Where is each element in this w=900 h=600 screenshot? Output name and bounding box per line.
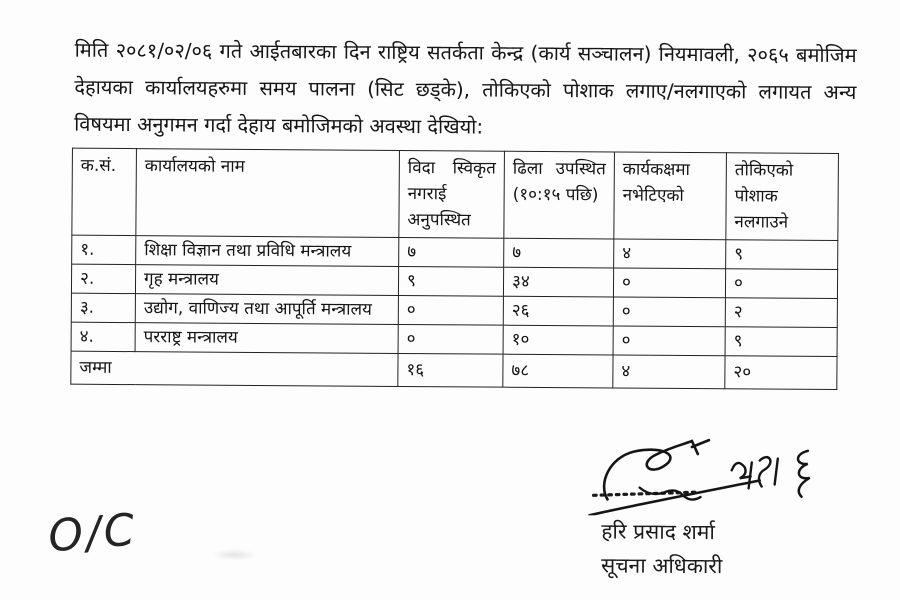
- cell-no-prescribed-dress: ९: [725, 327, 837, 357]
- total-label: जम्मा: [71, 351, 398, 386]
- cell-not-found-in-office: ४: [614, 239, 726, 269]
- header-serial-number: क.सं.: [72, 148, 137, 235]
- cell-no-prescribed-dress: ९: [726, 240, 838, 270]
- header-office-name: कार्यालयको नाम: [136, 149, 400, 238]
- cell-absent-without-leave: ९: [398, 266, 503, 296]
- cell-late-present: ३४: [503, 267, 613, 297]
- header-not-found-in-office: कार्यकक्षमा नभेटिएको: [614, 152, 727, 240]
- cell-no-prescribed-dress: २: [725, 298, 837, 328]
- cell-serial-number: १.: [72, 235, 136, 264]
- signatory-name: हरि प्रसाद शर्मा: [601, 519, 715, 545]
- total-absent-without-leave: १६: [398, 353, 503, 387]
- cell-office-name: परराष्ट्र मन्त्रालय: [135, 323, 398, 354]
- cell-office-name: उद्योग, वाणिज्य तथा आपूर्ति मन्त्रालय: [135, 294, 398, 325]
- cell-office-name: शिक्षा विज्ञान तथा प्रविधि मन्त्रालय: [136, 236, 399, 267]
- signature-scribble: [581, 435, 832, 517]
- cell-serial-number: २.: [71, 264, 135, 293]
- signature-block: [581, 435, 832, 597]
- cell-serial-number: ३.: [71, 293, 135, 322]
- total-row: [71, 351, 837, 389]
- attendance-table: [70, 148, 839, 390]
- header-absent-without-leave: विदा स्विकृत नगराई अनुपस्थित: [399, 150, 505, 238]
- cell-late-present: २६: [503, 296, 613, 326]
- cell-late-present: १०: [503, 325, 613, 355]
- total-late-present: ७८: [503, 354, 613, 388]
- cell-serial-number: ४.: [71, 322, 135, 351]
- scan-smudge: [211, 549, 257, 561]
- total-no-prescribed-dress: २०: [725, 356, 837, 390]
- cell-not-found-in-office: ०: [613, 268, 725, 298]
- total-not-found-in-office: ४: [613, 355, 725, 389]
- cell-late-present: ७: [504, 238, 614, 268]
- intro-paragraph: मिति २०८१/०२/०६ गते आईतबारका दिन राष्ट्रिय सतर्कता केन्द्र (कार्य सञ्चालन) नियमावली, २०६५ बमोजिम देहायका कार्यालयहरुमा समय पालना (सिट छड्के), तोकिएको पोशाक लगाए/नलगाएको लगायत अन्य विषयमा अनुगमन गर्दा देहाय बमोजिमको अवस्था देखियो:: [74, 37, 857, 139]
- cell-no-prescribed-dress: ०: [725, 269, 837, 299]
- header-no-prescribed-dress: तोकिएको पोशाक नलगाउने: [726, 153, 839, 241]
- cell-office-name: गृह मन्त्रालय: [135, 265, 398, 296]
- signatory-title: सूचना अधिकारी: [600, 553, 723, 579]
- handwritten-note-oc: O/C: [46, 504, 140, 563]
- cell-not-found-in-office: ०: [613, 326, 725, 356]
- cell-absent-without-leave: ०: [398, 324, 503, 354]
- header-late-present: ढिला उपस्थित (१०:१५ पछि): [504, 151, 615, 239]
- cell-absent-without-leave: ०: [398, 295, 503, 325]
- cell-not-found-in-office: ०: [613, 297, 725, 327]
- table-header-row: [72, 148, 839, 240]
- cell-absent-without-leave: ७: [399, 237, 504, 267]
